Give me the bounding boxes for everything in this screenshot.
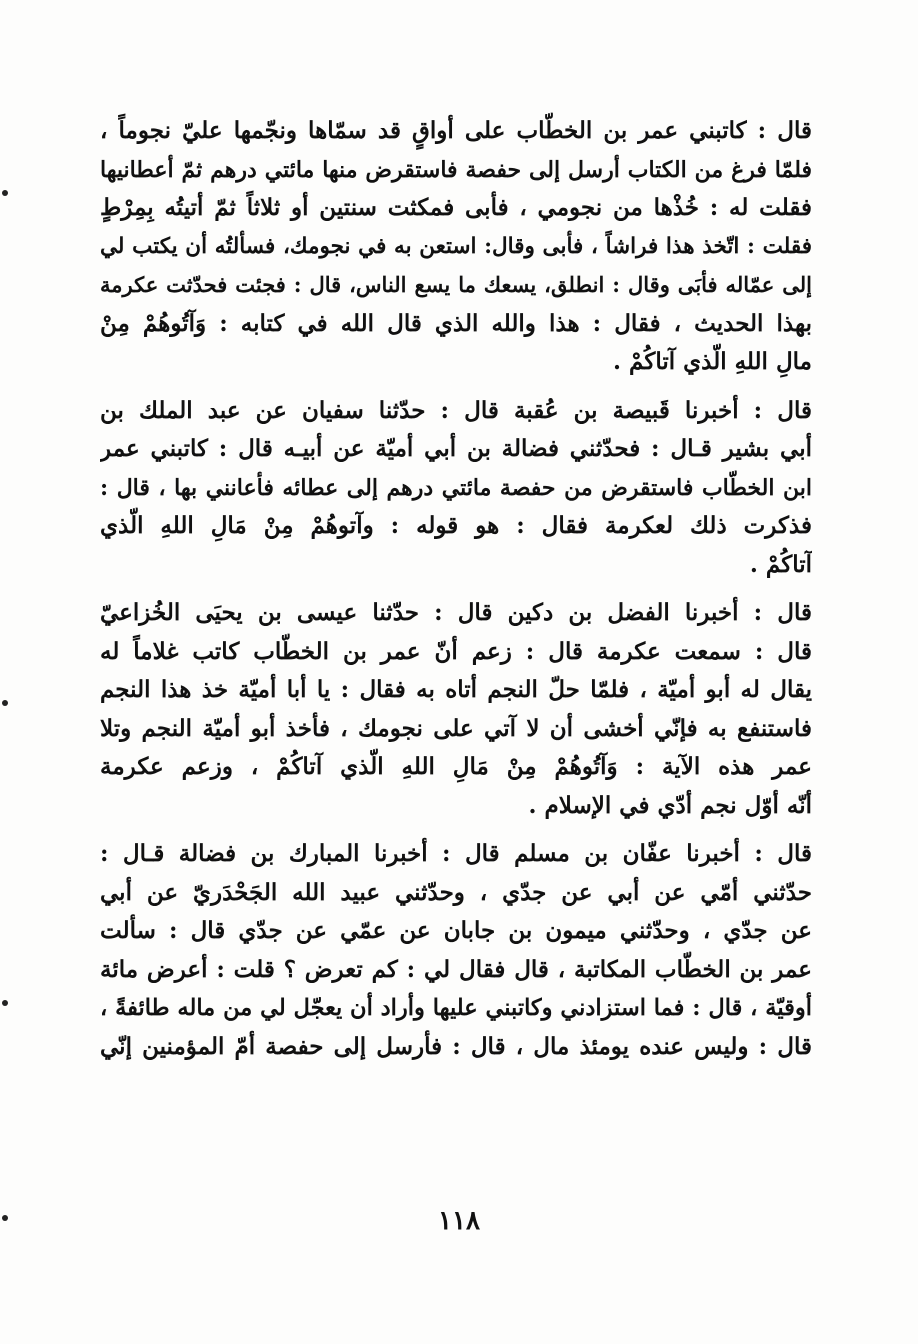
- text-line: بهذا الحديث ، فقال : هذا والله الذي قال الله في كتابه : وَآتُوهُمْ مِنْ: [100, 309, 812, 337]
- text-line: عن جدّي ، وحدّثني ميمون بن جابان عن عمّي عن جدّي قال : سألت: [100, 917, 812, 944]
- paragraph-4: [100, 835, 812, 1066]
- text-line: قال : أخبرنا الفضل بن دكين قال : حدّثنا عيسى بن يحيَى الخُزاعيّ: [100, 599, 812, 626]
- text-line: فاستنفع به فإنّي أخشى أن لا آتي على نجومك ، فأخذ أبو أميّة النجم وتلا: [100, 714, 812, 742]
- text-line: إلى عمّاله فأبَى وقال : انطلق، يسعك ما يسع الناس، قال : فجئت فحدّثت عكرمة: [100, 272, 812, 297]
- text-line: عمر بن الخطّاب المكاتبة ، قال فقال لي : كم تعرض ؟ قلت : أعرض مائة: [100, 955, 812, 983]
- text-line: أنّه أوّل نجم أدّي في الإسلام .: [528, 791, 812, 819]
- text-line: يقال له أبو أميّة ، فلمّا حلّ النجم أتاه به فقال : يا أبا أميّة خذ هذا النجم: [100, 676, 812, 703]
- text-line: قال : سمعت عكرمة قال : زعم أنّ عمر بن الخطّاب كاتب غلاماً له: [100, 637, 812, 665]
- text-line: عمر هذه الآية : وَآتُوهُمْ مِنْ مَالِ اللهِ الّذي آتاكُمْ ، وزعم عكرمة: [100, 753, 812, 780]
- scan-edge-mark: [2, 700, 8, 706]
- paragraph-1: [100, 112, 812, 382]
- text-line: حدّثني أمّي عن أبي عن جدّي ، وحدّثني عبيد الله الجَحْدَريّ عن أبي: [100, 878, 812, 906]
- text-line: آتاكُمْ .: [749, 550, 812, 578]
- text-line: أوقيّة ، قال : فما استزادني وكاتبني عليها وأراد أن يعجّل لي من ماله طائفةً ،: [100, 995, 812, 1021]
- text-line: قال : وليس عنده يومئذ مال ، قال : فأرسل إلى حفصة أمّ المؤمنين إنّي: [100, 1032, 812, 1060]
- text-line: فلمّا فرغ من الكتاب أرسل إلى حفصة فاستقرض منها مائتي درهم ثمّ أعطانيها: [100, 156, 812, 183]
- text-line: فقلت : اتّخذ هذا فراشاً ، فأبى وقال: استعن به في نجومك، فسألتُه أن يكتب لي: [100, 233, 812, 259]
- text-line: فذكرت ذلك لعكرمة فقال : هو قوله : وآتوهُمْ مِنْ مَالِ اللهِ الّذي: [100, 512, 812, 539]
- page-body-text: [100, 112, 812, 1076]
- paragraph-2: [100, 392, 812, 585]
- text-line: ابن الخطّاب فاستقرض من حفصة مائتي درهم إلى عطائه فأعانني بها ، قال :: [100, 474, 812, 501]
- scan-edge-mark: [2, 190, 8, 196]
- text-line: فقلت له : خُذْها من نجومي ، فأبى فمكثت سنتين أو ثلاثاً ثمّ أتيتُه بِمِرْطٍ: [100, 194, 812, 221]
- scan-edge-mark: [2, 1000, 8, 1006]
- text-line: قال : كاتبني عمر بن الخطّاب على أواقٍ قد سمّاها ونجّمها عليّ نجوماً ،: [100, 117, 812, 144]
- page-number: ١١٨: [438, 1206, 480, 1236]
- text-line: قال : أخبرنا قَبيصة بن عُقبة قال : حدّثنا سفيان عن عبد الملك بن: [100, 396, 812, 424]
- paragraph-3: [100, 594, 812, 825]
- text-line: أبي بشير قـال : فحدّثني فضالة بن أبي أميّة عن أبيـه قال : كاتبني عمر: [100, 435, 812, 462]
- text-line: مالِ اللهِ الّذي آتاكُمْ .: [613, 348, 812, 375]
- text-line: قال : أخبرنا عفّان بن مسلم قال : أخبرنا المبارك بن فضالة قـال :: [100, 840, 812, 867]
